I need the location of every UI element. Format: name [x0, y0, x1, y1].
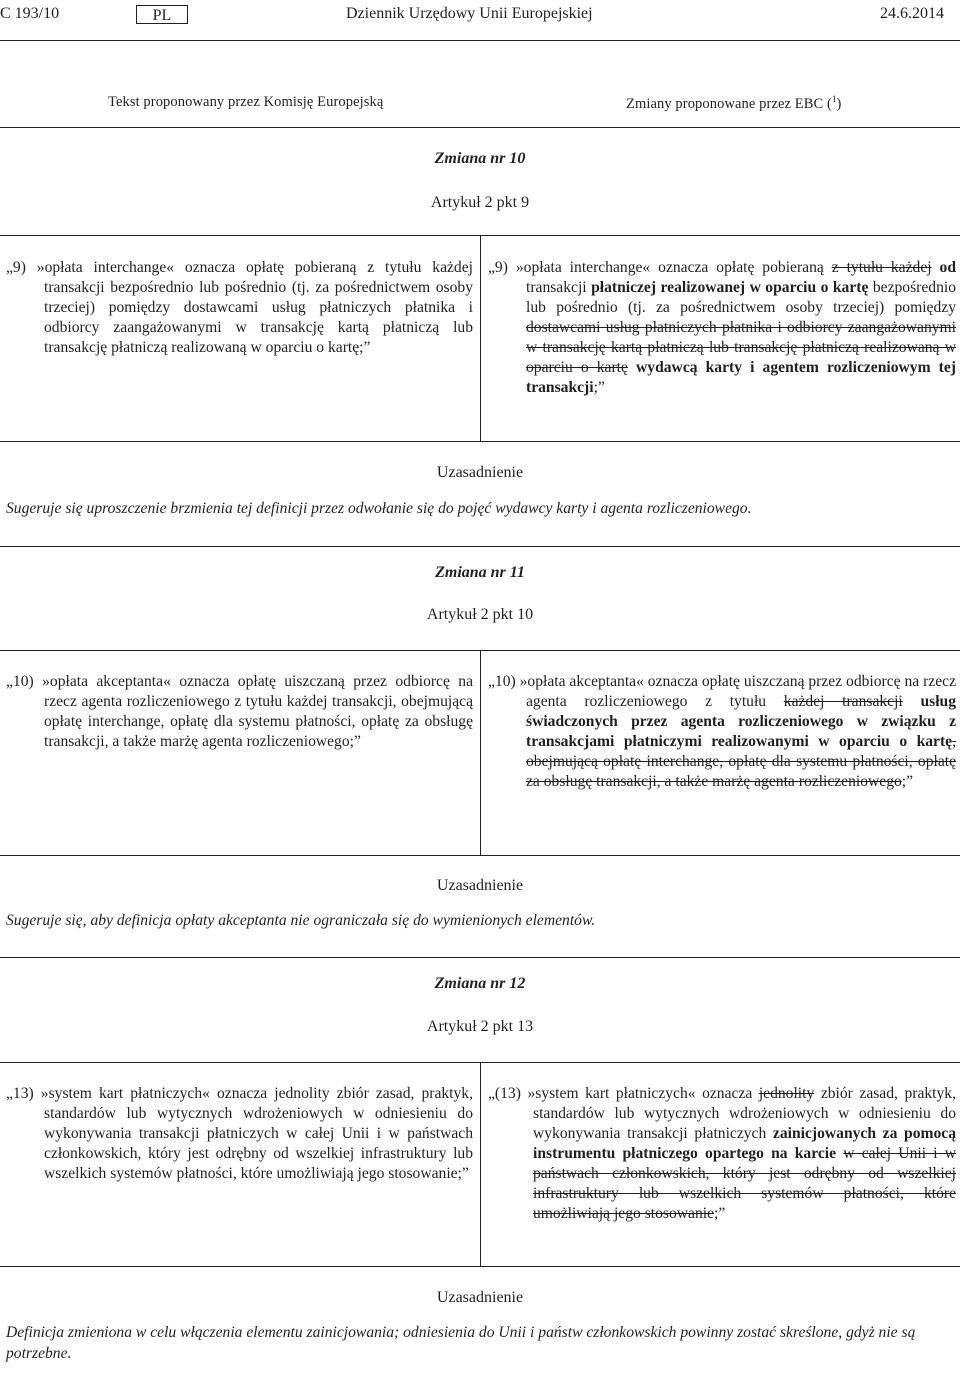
left-column-heading: Tekst proponowany przez Komisję Europejską	[108, 94, 384, 110]
amendment-divider	[0, 957, 960, 958]
amendment-title: Zmiana nr 12	[434, 975, 526, 992]
item-number: „13)	[6, 1085, 34, 1102]
amendment-divider	[0, 546, 960, 547]
journal-title: Dziennik Urzędowy Unii Europejskiej	[346, 5, 593, 22]
article-reference: Artykuł 2 pkt 9	[430, 194, 530, 211]
text-segment: »system kart płatniczych« oznacza	[527, 1085, 759, 1102]
added-text: usług świadczonych przez agenta rozliczeniowego w związku z transakcjami płatniczymi realizowanymi w oparciu o kartę	[526, 693, 956, 750]
deleted-text: w całej Unii i w państwach członkowskich, który jest odrębny od wszelkiej infrastruktury lub wszelkich systemów płatności, które umożliwiają jego stosowanie	[533, 1145, 956, 1222]
article-reference: Artykuł 2 pkt 13	[426, 1018, 534, 1035]
justification-text: Sugeruje się uproszczenie brzmienia tej definicji przez odwołanie się do pojęć wydawcy karty i agenta rozliczeniowego.	[6, 500, 752, 517]
added-text: płatniczej realizowanej w oparciu o kartę	[591, 279, 869, 296]
item-number: „9)	[488, 259, 508, 276]
justification-heading: Uzasadnienie	[436, 877, 524, 894]
item-text: »opłata interchange« oznacza opłatę pobieraną z tytułu każdej transakcji bezpośrednio lub pośrednio (tj. za pośrednictwem osoby trzeciej) pomiędzy dostawcami usług płatniczych płatnika i odbiorcy zaangażowanymi w transakcję kartą płatniczą lub transakcję płatniczą realizowaną w oparciu o kartę;”	[36, 259, 473, 356]
commission-text	[6, 1084, 473, 1184]
commission-text	[6, 258, 473, 358]
added-text: zainicjowanych za pomocą instrumentu płatniczego opartego na karcie	[533, 1125, 956, 1162]
item-number: „10)	[488, 673, 516, 690]
amendment-title: Zmiana nr 10	[434, 150, 526, 167]
article-reference: Artykuł 2 pkt 10	[426, 606, 534, 623]
justification-heading: Uzasadnienie	[436, 1289, 524, 1306]
item-text	[516, 259, 956, 396]
ecb-text	[488, 672, 956, 792]
ecb-text	[488, 258, 956, 398]
journal-reference: C 193/10	[0, 5, 60, 22]
added-text: od	[939, 259, 956, 276]
justification-text: Sugeruje się, aby definicja opłaty akceptanta nie ograniczała się do wymienionych elementów.	[6, 912, 596, 929]
column-separator	[480, 235, 481, 441]
ecb-text	[488, 1084, 956, 1224]
justification-heading: Uzasadnienie	[436, 464, 524, 481]
text-segment	[903, 693, 921, 710]
added-text: wydawcą karty i agentem rozliczeniowym tej transakcji	[526, 359, 956, 396]
publication-date: 24.6.2014	[880, 5, 944, 22]
column-separator	[480, 650, 481, 855]
commission-text	[6, 672, 473, 752]
text-segment	[932, 259, 940, 276]
text-segment: ;”	[593, 379, 605, 396]
deleted-text: dostawcami usług płatniczych płatnika i odbiorcy zaangażowanymi w transakcję kartą płatniczą lub transakcję płatniczą realizowaną w oparciu o kartę	[526, 319, 956, 376]
item-text	[520, 673, 956, 790]
item-text: »system kart płatniczych« oznacza jednolity zbiór zasad, praktyk, standardów lub wytycznych wdrożeniowych w odniesieniu do wykonywania transakcji płatniczych w całej Unii i w państwach członkowskich, który jest odrębny od wszelkiej infrastruktury lub wszelkich systemów płatności, które umożliwiają jego stosowanie;”	[40, 1085, 473, 1182]
deleted-text: każdej transakcji	[783, 693, 903, 710]
item-text	[527, 1085, 956, 1222]
text-segment: zbiór zasad, praktyk, standardów lub wytycznych wdrożeniowych w odniesieniu do wykonywania transakcji płatniczych	[533, 1085, 956, 1142]
deleted-text: , obejmującą opłatę interchange, opłatę dla systemu płatności, opłatę za obsługę transakcji, a także marżę agenta rozliczeniowego	[526, 733, 956, 790]
item-text: »opłata akceptanta« oznacza opłatę uiszczaną przez odbiorcę na rzecz agenta rozliczeniowego z tytułu każdej transakcji, obejmującą opłatę interchange, opłatę dla systemu płatności, opłatę za obsługę transakcji, a także marżę agenta rozliczeniowego;”	[42, 673, 473, 750]
justification-text: Definicja zmieniona w celu włączenia elementu zainicjowania; odniesienia do Unii i państw członkowskich powinny zostać skreślone, gdyż nie są potrzebne.	[6, 1324, 916, 1362]
amendment-divider	[0, 441, 960, 442]
item-number: „(13)	[488, 1085, 521, 1102]
amendment-divider	[0, 1266, 960, 1267]
page-header	[0, 5, 960, 25]
amendment-divider	[0, 855, 960, 856]
footnote-ref: 1	[831, 94, 837, 104]
language-code: PL	[136, 5, 188, 24]
text-segment: »opłata akceptanta« oznacza opłatę uiszczaną przez odbiorcę na rzecz agenta rozliczeniowego z tytułu	[519, 673, 956, 710]
right-column-heading: Zmiany proponowane przez EBC ($^1$)	[626, 94, 842, 112]
table-header-divider	[0, 127, 960, 128]
header-divider	[0, 40, 960, 41]
deleted-text: z tytułu każdej	[831, 259, 932, 276]
text-segment: ;”	[714, 1205, 726, 1222]
text-segment: »opłata interchange« oznacza opłatę pobieraną	[515, 259, 832, 276]
text-segment: ;”	[901, 773, 914, 790]
deleted-text: jednolity	[758, 1085, 815, 1102]
text-segment: transakcji	[526, 279, 592, 296]
text-segment: bezpośrednio lub pośrednio (tj. za pośrednictwem osoby trzeciej) pomiędzy	[526, 279, 956, 316]
item-number: „9)	[6, 259, 26, 276]
column-separator	[480, 1062, 481, 1266]
item-number: „10)	[6, 673, 34, 690]
amendment-title: Zmiana nr 11	[435, 564, 525, 581]
text-segment	[628, 359, 636, 376]
